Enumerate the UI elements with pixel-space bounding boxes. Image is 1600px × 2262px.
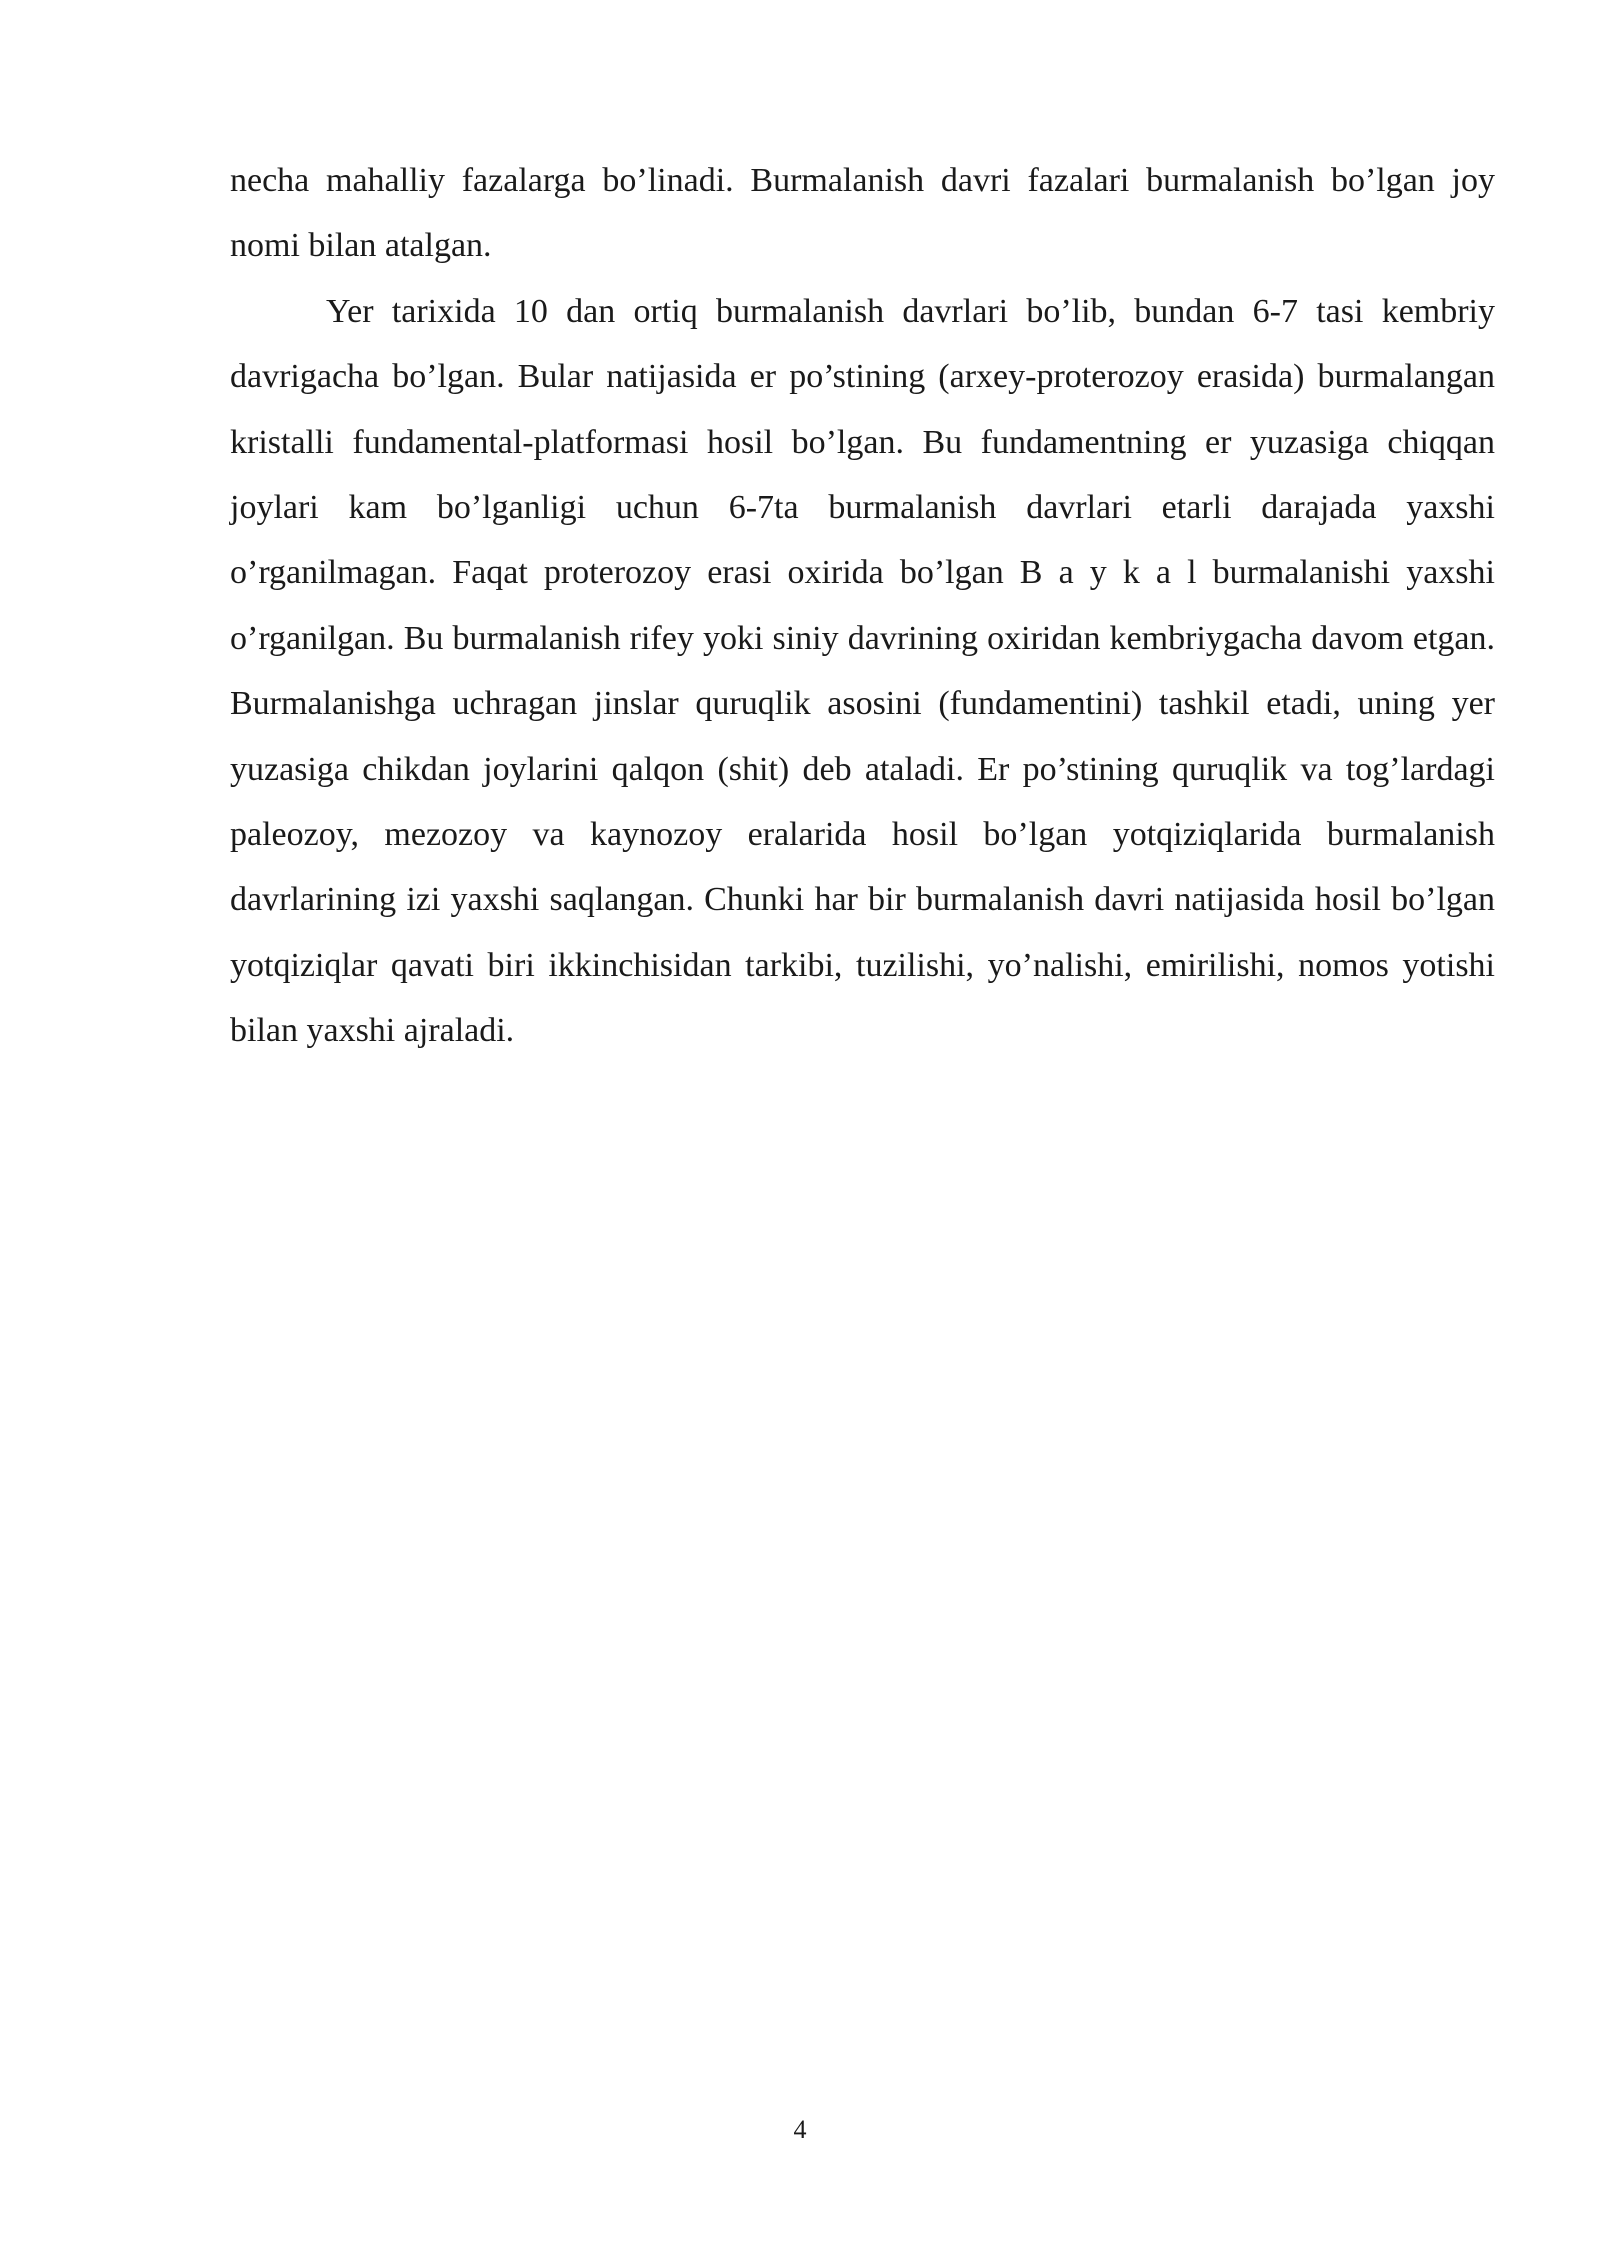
paragraph-continuation: necha mahalliy fazalarga bo’linadi. Burmalanish davri fazalari burmalanish bo’lgan joy nomi bilan atalgan. bbox=[230, 162, 1495, 265]
page-number: 4 bbox=[793, 2115, 807, 2144]
body-text bbox=[230, 148, 1495, 1064]
paragraph-burmalanish-davrlari: Yer tarixida 10 dan ortiq burmalanish davrlari bo’lib, bundan 6-7 tasi kembriy davrigacha bo’lgan. Bular natijasida er po’stining (arxey-proterozoy erasida) burmalangan kristalli fundamental-platformasi hosil bo’lgan. Bu fundamentning er yuzasiga chiqqan joylari kam bo’lganligi uchun 6-7ta burmalanish davrlari etarli darajada yaxshi o’rganilmagan. Faqat proterozoy erasi oxirida bo’lgan B a y k a l burmalanishi yaxshi o’rganilgan. Bu burmalanish rifey yoki siniy davrining oxiridan kembriygacha davom etgan. Burmalanishga uchragan jinslar quruqlik asosini (fundamentini) tashkil etadi, uning yer yuzasiga chikdan joylarini qalqon (shit) deb ataladi. Er po’stining quruqlik va tog’lardagi paleozoy, mezozoy va kaynozoy eralarida hosil bo’lgan yotqiziqlarida burmalanish davrlarining izi yaxshi saqlangan. Chunki har bir burmalanish davri natijasida hosil bo’lgan yotqiziqlar qavati biri ikkinchisidan tarkibi, tuzilishi, yo’nalishi, emirilishi, nomos yotishi bilan yaxshi ajraladi. bbox=[230, 292, 1495, 1050]
